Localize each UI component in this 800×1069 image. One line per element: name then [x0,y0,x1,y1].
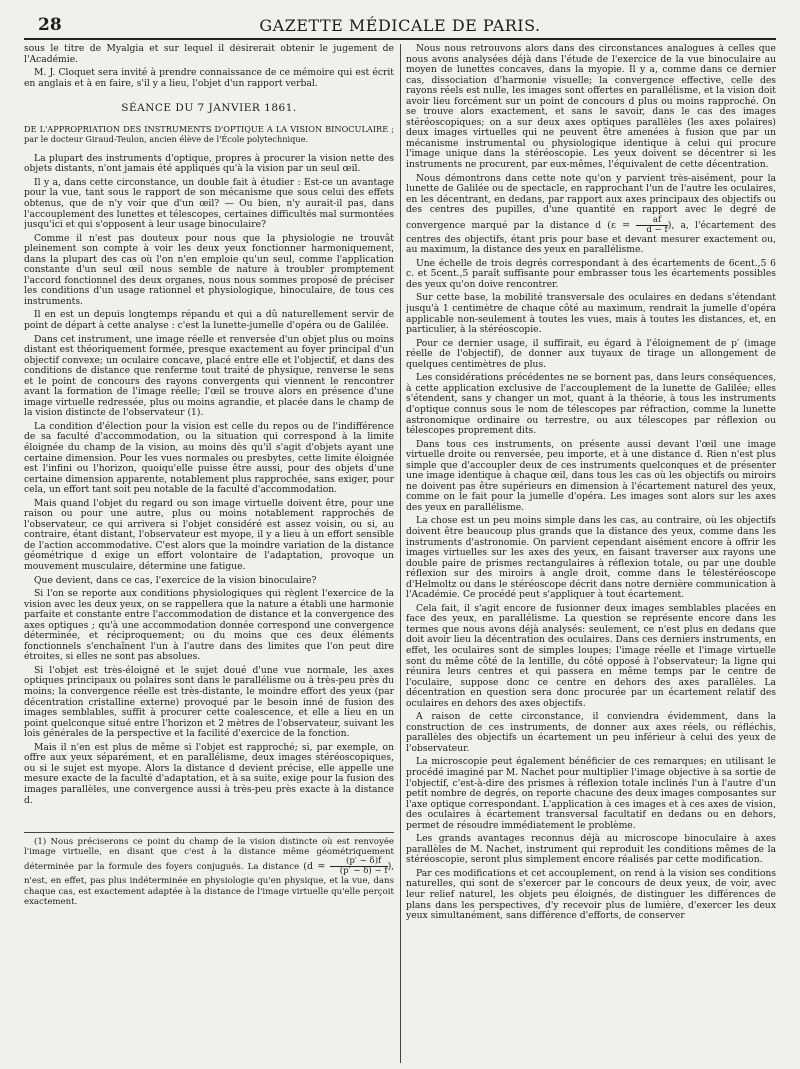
body-paragraph: Les considérations précédentes ne se bornent pas, dans leurs conséquences, à cette application exclusive de l'accouplement de la lunette de Galilée; elles s'étendent, sans y changer un mot, quant à la théorie, à tous les instruments d'optique connus sous le nom de télescopes par réfraction, comme la lunette astronomique ordinaire ou terrestre, ou aux télescopes par réflexion ou télescopes proprement dits. [406,372,776,437]
body-paragraph: Il y a, dans cette circonstance, un double fait à étudier : Est-ce un avantage pour la vue, tant sous le rapport de son mécanisme que sous celui des effets obtenus, que de n'y voir que d'un œil? — Ou bien, n'y aurait-il pas, dans l'accouplement des lunettes et télescopes, certaines difficultés mal surmontées jusqu'ici et qui s'opposent à leur usage binoculaire? [24,176,394,231]
body-paragraph: A raison de cette circonstance, il conviendra évidemment, dans la construction de ces instruments, de donner aux axes réels, ou réfléchis, parallèles des objectifs un écartement un peu inférieur à celui des yeux de l'observateur. [406,711,776,754]
body-paragraph: Une échelle de trois degrés correspondant à des écartements de 6cent.,5 6 c. et 5cent.,5 paraît suffisante pour embrasser tous les écartements possibles des yeux qu'on doive rencontrer. [406,257,776,290]
body-paragraph: Comme il n'est pas douteux pour nous que la physiologie ne trouvât pleinement son compte à voir les deux yeux fonctionner harmoniquement, dans la plupart des cas où l'on n'en emploie qu'un seul, comme l'application constante d'un seul œil nous semble de nature à troubler promptement l'accord fonctionnel des deux organes, nous nous sommes proposé de préciser les conditions d'un usage rationnel et physiologique, binoculaire, de tous ces instruments. [24,232,394,307]
body-paragraph: Pour ce dernier usage, il suffirait, eu égard à l'éloignement de p′ (image réelle de l'objectif), de donner aux tuyaux de tirage un allongement de quelques centimètres de plus. [406,337,776,370]
focal-formula: (d = $\frac{(p' - \delta)f}{(p' - \delta) - f}$ ) [303,856,392,877]
formula-numerator: af [636,216,667,226]
body-paragraph: La microscopie peut également bénéficier de ces remarques; en utilisant le procédé imaginé par M. Nachet pour multiplier l'image objective à sa sortie de l'objectif, c'est-à-dire des prismes à réflexion totale inclinés l'un à l'autre d'un petit nombre de degrés, on reporte chacune des deux images composantes sur l'axe optique correspondant. L'application à ces images et à ces axes de vision, des oculaires à écartement transversal facultatif en dedans ou en dehors, permet de résoudre immédiatement le problème. [406,756,776,831]
formula-numerator: (p′ − δ)f [330,857,388,867]
decentration-formula: (ε = $\frac{af}{d - f}$ ) [607,214,672,235]
formula-paragraph [406,174,776,256]
formula-lhs: ε = [611,219,631,231]
body-paragraph: Dans tous ces instruments, on présente aussi devant l'œil une image virtuelle droite ou renversée, peu importe, et à une distance d. Rien n'est plus simple que d'accoupler deux de ces instruments quelconques et de présenter une image identique à chaque œil, dans tous les cas où les objectifs ou miroirs ne doivent pas être supérieurs en dimension à l'écartement naturel des yeux, comme on le fait pour la jumelle d'opéra. Les images sont alors sur les axes des yeux en parallélisme. [406,438,776,513]
body-paragraph: Si l'on se reporte aux conditions physiologiques qui règlent l'exercice de la vision avec les deux yeux, on se rappellera que la nature a établi une harmonie parfaite et constante entre l'accommodation de distance et la convergence des axes optiques ; qu'à une accommodation donnée correspond une convergence déterminée, et réciproquement; ou du moins que ces deux éléments fonctionnels s'enchaînent l'un à l'autre dans des limites que l'on peut dire étroites, si elles ne sont pas absolues. [24,588,394,663]
formula-fraction [330,857,388,876]
footnote-text: , n'est, en effet, pas plus indéterminée en physiologie qu'en physique, et la vue, dans chaque cas, est exactement adaptée à la distance de l'image virtuelle qu'elle perçoit exactement. [24,862,394,907]
formula-text: , a, l'écartement des centres des objectifs, étant pris pour base et devant mesurer exactement ou, au maximum, la distance des yeux en parallélisme. [406,219,776,256]
formula-denominator: (p′ − δ) − f [339,866,388,877]
left-column [24,44,394,1063]
body-paragraph: Nous nous retrouvons alors dans des circonstances analogues à celles que nous avons analysées déjà dans l'étude de l'exercice de la vue binoculaire au moyen de lunettes concaves, dans la myopie. Il y a, comme dans ce dernier cas, dissociation d'harmonie visuelle; la convergence effective, celle des rayons réels est nulle, les images sont offertes en parallélisme, et la vision doit avoir lieu forcément sur un point de concours d plus ou moins rapproché. On se trouve alors exactement, et sans le savoir, dans le cas des images stéréoscopiques; on a sur deux axes optiques parallèles (les axes polaires) deux images virtuelles qui ne peuvent être amenées à fusion que par un mécanisme instrumental ou physiologique identique à celui qui procure l'image unique dans la stéréoscopie. Les yeux doivent se décentrer si les instruments ne procurent, par eux-mêmes, l'équivalent de cette décentration. [406,44,776,171]
session-title: SÉANCE DU 7 JANVIER 1861. [121,102,297,115]
intro-paragraph: M. J. Cloquet sera invité à prendre connaissance de ce mémoire qui est écrit en anglais et à en faire, s'il y a lieu, l'objet d'un rapport verbal. [24,67,394,89]
body-paragraph: Il en est un depuis longtemps répandu et qui a dû naturellement servir de point de départ à cette analyse : c'est la lunette-jumelle d'opéra ou de Galilée. [24,309,394,331]
body-paragraph: Mais quand l'objet du regard ou son image virtuelle doivent être, pour une raison ou pour une autre, plus ou moins notablement rapprochés de l'observateur, ce qui arrivera si l'objet considéré est assez voisin, ou si, au contraire, étant distant, l'observateur est myope, il y a lieu à un effort sensible de l'action accommodative. C'est alors que la moindre variation de la distance géométrique d exige un effort volontaire de l'adaptation, provoque un mouvement musculaire, détermine une fatigue. [24,497,394,573]
body-paragraph: Sur cette base, la mobilité transversale des oculaires en dedans s'étendant jusqu'à 1 centimètre de chaque côté au maximum, rendrait la jumelle d'opéra applicable non-seulement à toutes les vues, mais à toutes les distances, et, en particulier, à la stéréoscopie. [406,292,776,336]
body-paragraph: La plupart des instruments d'optique, propres à procurer la vision nette des objets distants, n'ont jamais été appliqués qu'à la vision par un seul œil. [24,152,394,175]
columns [24,44,776,1063]
body-paragraph: Dans cet instrument, une image réelle et renversée d'un objet plus ou moins distant est théoriquement formée, presque exactement au foyer principal d'un objectif convexe; un oculaire concave, placé entre elle et l'objectif, et dans des conditions de distance que renferme tout traité de physique, renverse le sens et le point de concours des rayons convergents qui viennent le rencontrer avant la formation de l'image réelle; l'œil se trouve alors en présence d'une image virtuelle redressée, plus ou moins agrandie, et placée dans le champ de la vision distincte de l'observateur (1). [24,333,394,419]
formula-lhs: d = [306,861,326,873]
body-paragraph: Que devient, dans ce cas, l'exercice de la vision binoculaire? [34,574,317,586]
journal-title: GAZETTE MÉDICALE DE PARIS. [259,16,541,35]
column-divider [400,44,401,1063]
body-paragraph: Mais il n'en est plus de même si l'objet est rapproché; si, par exemple, on offre aux yeux séparément, et en parallélisme, deux images stéréoscopiques, ou si le sujet est myope. Alors la distance d devient précise, elle appelle une mesure exacte de la faculté d'adaptation, et à sa suite, exige pour la fusion des images parallèles, une convergence aussi à très-peu près exacte à la distance d. [24,741,394,806]
right-column [406,44,776,1063]
footnote-rule [24,832,394,833]
page-header [24,14,776,40]
formula-text: Nous démontrons dans cette note qu'on y parvient très-aisément, pour la lunette de Galilée ou de spectacle, en rapprochant l'un de l'autre les oculaires, en les décentrant, en dedans, par rapport aux axes principaux des objectifs ou des centres des pupilles, d'une quantité en rapport avec le degré de convergence marqué par la distance d [406,172,776,231]
footnote-text: (1) Nous préciserons ce point du champ de la vision distincte où est renvoyée l'image virtuelle, en disant que c'est à la distance même géométriquement déterminée par la formule des foyers conjugués. La distance [24,837,394,873]
footnote [24,837,394,907]
body-paragraph: Les grands avantages reconnus déjà au microscope binoculaire à axes parallèles de M. Nachet, instrument qui reproduit les conditions mêmes de la stéréoscopie, seront plus simplement encore réalisés par cette modification. [406,833,776,866]
body-paragraph: La condition d'élection pour la vision est celle du repos ou de l'indifférence de sa faculté d'accommodation, ou la situation qui correspond à la limite éloignée du champ de la vision, au moins dès qu'il s'agit d'objets ayant une certaine dimension. Pour les vues normales ou presbytes, cette limite éloignée est l'infini ou l'horizon, quoiqu'elle puisse être aussi, pour des objets d'une certaine dimension apparente, notablement plus rapprochée, sans exiger, pour cela, un effort tant soit peu notable de la faculté d'accommodation. [24,420,394,496]
body-paragraph: Cela fait, il s'agit encore de fusionner deux images semblables placées en face des yeux, en parallélisme. La question se représente encore dans les termes que nous avons déjà analysés: seulement, ce n'est plus en dedans que doit avoir lieu la décentration des oculaires. Dans ces derniers instruments, en effet, les oculaires sont de simples loupes; l'image réelle et l'image virtuelle sont du même côté de la lentille, du côté opposé à l'observateur; la ligne qui réunira leurs centres et qui passera en même temps par le centre de l'oculaire, suppose donc ce centre en dehors des axes parallèles. La décentration en question sera donc procurée par un écartement relatif des oculaires en dehors des axes objectifs. [406,602,776,709]
formula-fraction [636,216,667,235]
formula-denominator: d − f [646,224,668,235]
article-title: DE L'APPROPRIATION DES INSTRUMENTS D'OPTIQUE A LA VISION BINOCULAIRE ; par le docteur Giraud-Teulon, ancien élève de l'École polytechnique. [24,124,394,144]
body-paragraph: Si l'objet est très-éloigné et le sujet doué d'une vue normale, les axes optiques principaux ou polaires sont dans le parallélisme ou à très-peu près du moins; la convergence réelle est très-distante, le moindre effort des yeux (par décentration cristalline externe) provoqué par le besoin inné de fusion des images semblables, suffit à procurer cette coalescence, et elle a lieu en un point quelconque situé entre l'horizon et 2 mètres de l'observateur, suivant les lois générales de la perspective et la facilité d'exercice de la fonction. [24,664,394,740]
page-number: 28 [38,15,62,35]
body-paragraph: La chose est un peu moins simple dans les cas, au contraire, où les objectifs doivent être beaucoup plus grands que la distance des yeux, comme dans les instruments d'astronomie. On parvient cependant aisément encore à offrir les images virtuelles sur les axes des yeux, en faisant traverser aux rayons une double paire de prismes rectangulaires à réflexion totale, ou par une double réflexion sur des miroirs à angle droit, comme dans le télestéréoscope d'Helmoltz ou dans le stéréoscope décrit dans notre dernière communication à l'Académie. Ce procédé peut s'appliquer à tout écartement. [406,515,776,601]
footnote-paragraph [24,837,394,907]
intro-paragraph: sous le titre de Myalgia et sur lequel il désirerait obtenir le jugement de l'Académie. [24,44,394,65]
body-paragraph: Par ces modifications et cet accouplement, on rend à la vision ses conditions naturelles, qui sont de s'exercer par le concours de deux yeux, de voir, avec leur relief naturel, les objets peu éloignés, de distinguer les différences de plans dans les perspectives, d'y recevoir plus de lumière, d'exercer les deux yeux simultanément, sans différence d'efforts, de conserver [406,867,776,922]
